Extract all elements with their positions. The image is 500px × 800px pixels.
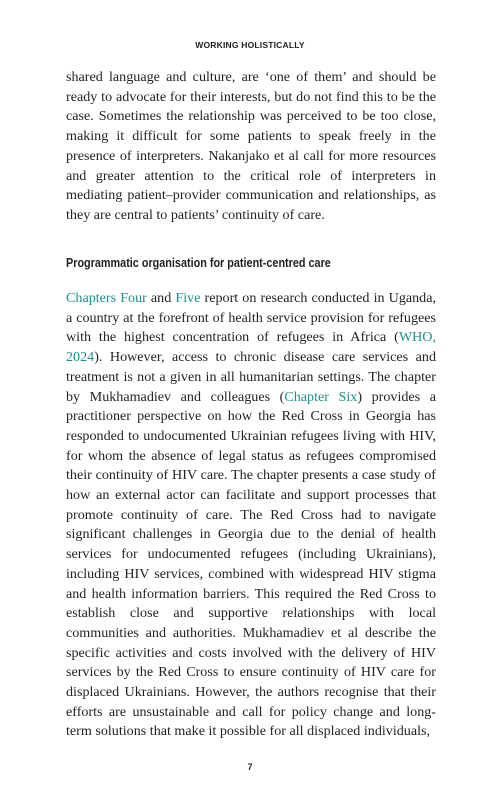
- section-heading: Programmatic organisation for patient-centred care: [66, 256, 331, 270]
- text-run: ) provides a practitioner perspective on how the Red Cross in Georgia has responded to undocumented Ukrainian refugees living with HIV, for whom the absence of legal status as refugees compromised their continuity of HIV care. The chapter presents a case study of how an external actor can facilitate and support processes that promote continuity of care. The Red Cross had to navigate significant challenges in Georgia due to the denial of health services for undocumented refugees (including Ukrainians), including HIV services, combined with widespread HIV stigma and health information barriers. This required the Red Cross to establish close and supportive relationships with local communities and authorities. Mukhamadiev et al describe the specific activities and costs involved with the delivery of HIV services by the Red Cross to ensure continuity of HIV care for displaced Ukrainians. However, the authors recognise that their efforts are unsustainable and call for policy change and long-term solutions that make it possible for all displaced individuals,: [66, 388, 436, 740]
- link-who-2024[interactable]: WHO, 2024: [66, 329, 436, 366]
- link-chapters-four[interactable]: Chapters Four: [66, 290, 147, 306]
- body-paragraph-1: shared language and culture, are ‘one of them’ and should be ready to advocate for their interests, but do not find this to be the case. Sometimes the relationship was perceived to be too close, making it difficult for some patients to speak freely in the presence of interpreters. Nakanjako et al call for more resources and greater attention to the critical role of interpreters in mediating patient–provider communication and relationships, as they are central to patients’ continuity of care.: [66, 69, 436, 223]
- text-run: and: [146, 290, 176, 306]
- body-paragraph-2: [66, 289, 436, 742]
- running-head: WORKING HOLISTICALLY: [195, 40, 305, 50]
- link-chapter-six[interactable]: Chapter Six: [284, 388, 358, 405]
- page-number: 7: [247, 762, 253, 772]
- text-run: report on research conducted in Uganda, a country at the forefront of health service provision for refugees with the highest concentration of refugees in Africa (: [66, 290, 436, 346]
- text-run: ). However, access to chronic disease care services and treatment is not a given in all humanitarian settings. The chapter by Mukhamadiev and colleagues (: [66, 349, 436, 405]
- link-chapter-five[interactable]: Five: [175, 290, 201, 306]
